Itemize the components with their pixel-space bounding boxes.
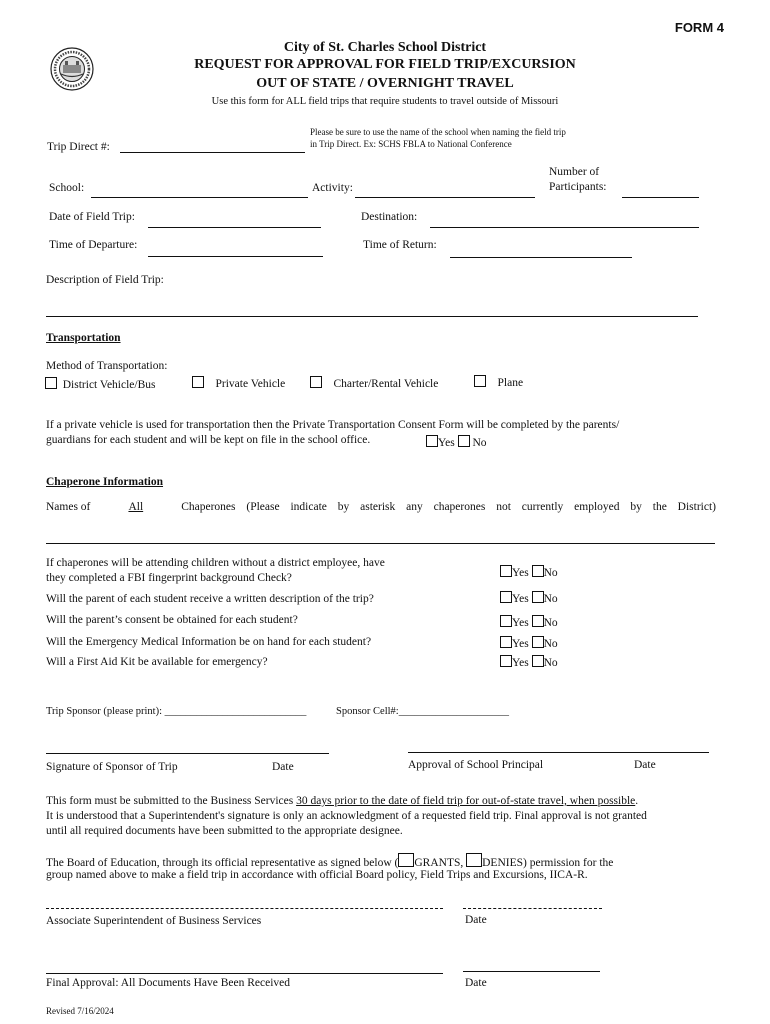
no-label: No [543,657,558,669]
option-label: Plane [497,377,524,389]
trip-direct-note: Please be sure to use the name of the school when naming the field trip [310,127,566,137]
sponsor-signature-label: Signature of Sponsor of Trip [46,761,178,773]
date-label: Date of Field Trip: [49,211,135,223]
answer-first-aid[interactable] [500,655,558,669]
participants-label-2: Participants: [549,181,607,193]
checkbox-no[interactable] [532,565,544,577]
participants-label: Number of [549,166,600,178]
option-plane[interactable] [474,375,523,389]
checkbox-consent-no[interactable] [458,435,470,447]
form-number: FORM 4 [674,20,724,35]
no-label: No [543,567,558,579]
sponsor-print-field[interactable]: Trip Sponsor (please print): ___________________________ [46,706,307,717]
checkbox-district-vehicle[interactable] [45,377,57,389]
checkbox-charter-vehicle[interactable] [310,376,322,388]
yes-label: Yes [512,617,529,629]
trip-direct-label: Trip Direct #: [47,141,110,153]
question-fbi-check-2: they completed a FBI fingerprint background Check? [46,572,292,584]
yes-label: Yes [512,567,529,579]
date-field[interactable] [148,227,321,228]
principal-signature-line[interactable] [408,752,709,753]
final-date-line[interactable] [463,971,600,972]
checkbox-plane[interactable] [474,375,486,387]
denies-label: DENIES) permission for the [482,857,614,869]
revision-date: Revised 7/16/2024 [46,1006,114,1016]
checkbox-denies[interactable] [466,853,482,867]
all-text: All [128,501,144,513]
private-consent-text: If a private vehicle is used for transportation then the Private Transportation Consent Form will be completed by the parents/ [46,419,620,431]
no-label: No [543,593,558,605]
acknowledgment-text: It is understood that a Superintendent's signature is only an acknowledgment of a requested field trip. Final approval is not granted [46,810,647,822]
checkbox-yes[interactable] [500,636,512,648]
district-name: City of St. Charles School District [283,40,487,55]
option-charter-vehicle[interactable] [310,376,438,390]
checkbox-consent-yes[interactable] [426,435,438,447]
transportation-heading: Transportation [46,332,121,344]
checkbox-yes[interactable] [500,591,512,603]
checkbox-no[interactable] [532,591,544,603]
sponsor-date-label: Date [272,761,294,773]
checkbox-no[interactable] [532,636,544,648]
board-text: The Board of Education, through its official representative as signed below ( [46,857,399,869]
submission-deadline-text [46,795,638,807]
participants-field[interactable] [622,197,699,198]
return-label: Time of Return: [363,239,437,251]
form-title: REQUEST FOR APPROVAL FOR FIELD TRIP/EXCURSION [194,57,576,72]
no-label: No [543,638,558,650]
option-label: Charter/Rental Vehicle [333,378,439,390]
yes-label: Yes [512,657,529,669]
question-first-aid: Will a First Aid Kit be available for emergency? [46,656,268,668]
school-field[interactable] [91,197,308,198]
description-label: Description of Field Trip: [46,274,164,286]
final-approval-label: Final Approval: All Documents Have Been Received [46,977,290,989]
grants-label: GRANTS, [414,857,464,869]
destination-label: Destination: [361,211,418,223]
private-consent-text-2: guardians for each student and will be kept on file in the school office. [46,434,371,446]
question-fbi-check: If chaperones will be attending children without a district employee, have [46,557,385,569]
final-approval-line[interactable] [46,973,443,974]
acknowledgment-text-2: until all required documents have been submitted to the appropriate designee. [46,825,403,837]
sponsor-signature-line[interactable] [46,753,329,754]
yes-label: Yes [512,638,529,650]
assoc-date-line[interactable] [463,908,602,909]
checkbox-no[interactable] [532,655,544,667]
assoc-superintendent-label: Associate Superintendent of Business Services [46,915,262,927]
yes-label: Yes [512,593,529,605]
form-instructions: Use this form for ALL field trips that require students to travel outside of Missouri [211,96,559,107]
checkbox-no[interactable] [532,615,544,627]
answer-fbi-check[interactable] [500,565,558,579]
school-label: School: [49,182,85,194]
destination-field[interactable] [430,227,699,228]
option-district-vehicle[interactable] [45,377,156,391]
checkbox-private-vehicle[interactable] [192,376,204,388]
answer-written-description[interactable] [500,591,558,605]
board-permission-text-2: group named above to make a field trip in accordance with official Board policy, Field Trips and Excursions, IICA-R. [46,869,588,881]
activity-field[interactable] [355,197,535,198]
chaperone-heading: Chaperone Information [46,476,164,488]
option-label: Private Vehicle [215,378,286,390]
submit-period: . [635,795,639,807]
assoc-date-label: Date [465,914,487,926]
yes-label: Yes [438,437,455,449]
principal-date-label: Date [634,759,656,771]
question-written-description: Will the parent of each student receive a written description of the trip? [46,593,374,605]
final-date-label: Date [465,977,487,989]
checkbox-yes[interactable] [500,565,512,577]
description-field[interactable] [46,316,698,317]
trip-direct-note-example: in Trip Direct. Ex: SCHS FBLA to National Conference [310,139,512,149]
assoc-signature-line[interactable] [46,908,443,909]
chaperone-names-label [46,501,716,513]
sponsor-cell-field[interactable]: Sponsor Cell#:_____________________ [336,706,509,717]
checkbox-grants[interactable] [398,853,414,867]
question-parent-consent: Will the parent’s consent be obtained for each student? [46,614,298,626]
transport-method-label: Method of Transportation: [46,360,168,372]
form-subtitle-travel: OUT OF STATE / OVERNIGHT TRAVEL [256,76,514,91]
consent-yes[interactable] [426,435,487,449]
return-field[interactable] [450,257,632,258]
submit-text: This form must be submitted to the Business Services [46,795,297,807]
checkbox-yes[interactable] [500,655,512,667]
no-label: No [543,617,558,629]
checkbox-yes[interactable] [500,615,512,627]
submit-deadline: 30 days prior to the date of field trip for out-of-state travel, when possible [296,795,636,807]
answer-parent-consent[interactable] [500,615,558,629]
activity-label: Activity: [312,182,353,194]
board-permission-text [46,853,613,869]
trip-direct-field[interactable] [120,152,305,153]
departure-field[interactable] [148,256,323,257]
names-of-text: Names of [46,501,91,513]
option-private-vehicle[interactable] [192,376,285,390]
question-medical-info: Will the Emergency Medical Information be on hand for each student? [46,636,372,648]
departure-label: Time of Departure: [49,239,138,251]
chaperone-instructions: Chaperones (Please indicate by asterisk any chaperones not currently employed by the District) [181,501,716,513]
answer-medical-info[interactable] [500,636,558,650]
no-label: No [472,437,487,449]
option-label: District Vehicle/Bus [62,379,156,391]
principal-approval-label: Approval of School Principal [408,759,544,771]
chaperone-names-field[interactable] [46,543,715,544]
